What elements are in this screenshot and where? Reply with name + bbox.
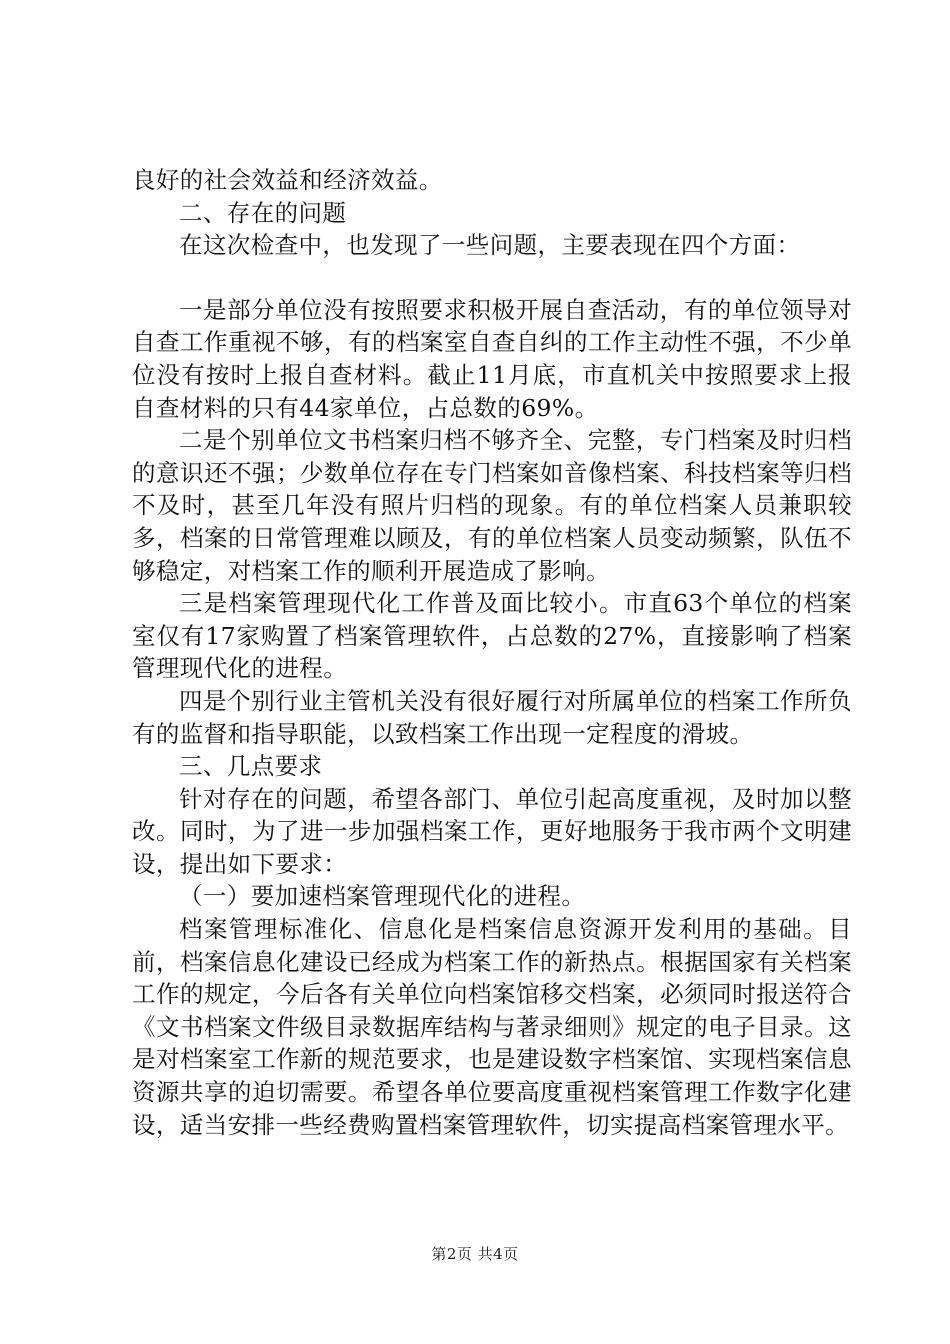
paragraph: 三、几点要求 [179,752,323,781]
paragraph: 良好的社会效益和经济效益。 [132,166,443,194]
paragraph: 四是个别行业主管机关没有很好履行对所属单位的档案工作所负有的监督和指导职能，以致档案工作出现一定程度的滑坡。 [132,686,852,748]
paragraph: 二是个别单位文书档案归档不够齐全、完整，专门档案及时归档的意识还不强；少数单位存在专门档案如音像档案、科技档案等归档不及时，甚至几年没有照片归档的现象。有的单位档案人员兼职较多，档案的日常管理难以顾及，有的单位档案人员变动频繁，队伍不够稳定，对档案工作的顺利开展造成了影响。 [132,426,852,585]
document-body [132,164,852,1141]
paragraph: 针对存在的问题，希望各部门、单位引起高度重视，及时加以整改。同时，为了进一步加强档案工作，更好地服务于我市两个文明建设，提出如下要求： [132,784,852,878]
paragraph: （一）要加速档案管理现代化的进程。 [179,882,586,911]
page-footer: 第2页 共4页 [431,1245,519,1263]
paragraph: 在这次检查中，也发现了一些问题，主要表现在四个方面： [179,231,801,260]
paragraph: 一是部分单位没有按照要求积极开展自查活动，有的单位领导对自查工作重视不够，有的档案室自查自纠的工作主动性不强，不少单位没有按时上报自查材料。截止11月底，市直机关中按照要求上报自查材料的只有44家单位，占总数的69%。 [132,295,852,422]
paragraph-gap [132,262,852,294]
paragraph: 档案管理标准化、信息化是档案信息资源开发利用的基础。目前，档案信息化建设已经成为档案工作的新热点。根据国家有关档案工作的规定，今后各有关单位向档案馆移交档案，必须同时报送符合《文书档案文件级目录数据库结构与著录细则》规定的电子目录。这是对档案室工作新的规范要求，也是建设数字档案馆、实现档案信息资源共享的迫切需要。希望各单位要高度重视档案管理工作数字化建设，适当安排一些经费购置档案管理软件，切实提高档案管理水平。 [132,915,852,1139]
paragraph: 二、存在的问题 [179,198,347,227]
paragraph: 三是档案管理现代化工作普及面比较小。市直63个单位的档案室仅有17家购置了档案管理软件，占总数的27%，直接影响了档案管理现代化的进程。 [132,589,852,683]
